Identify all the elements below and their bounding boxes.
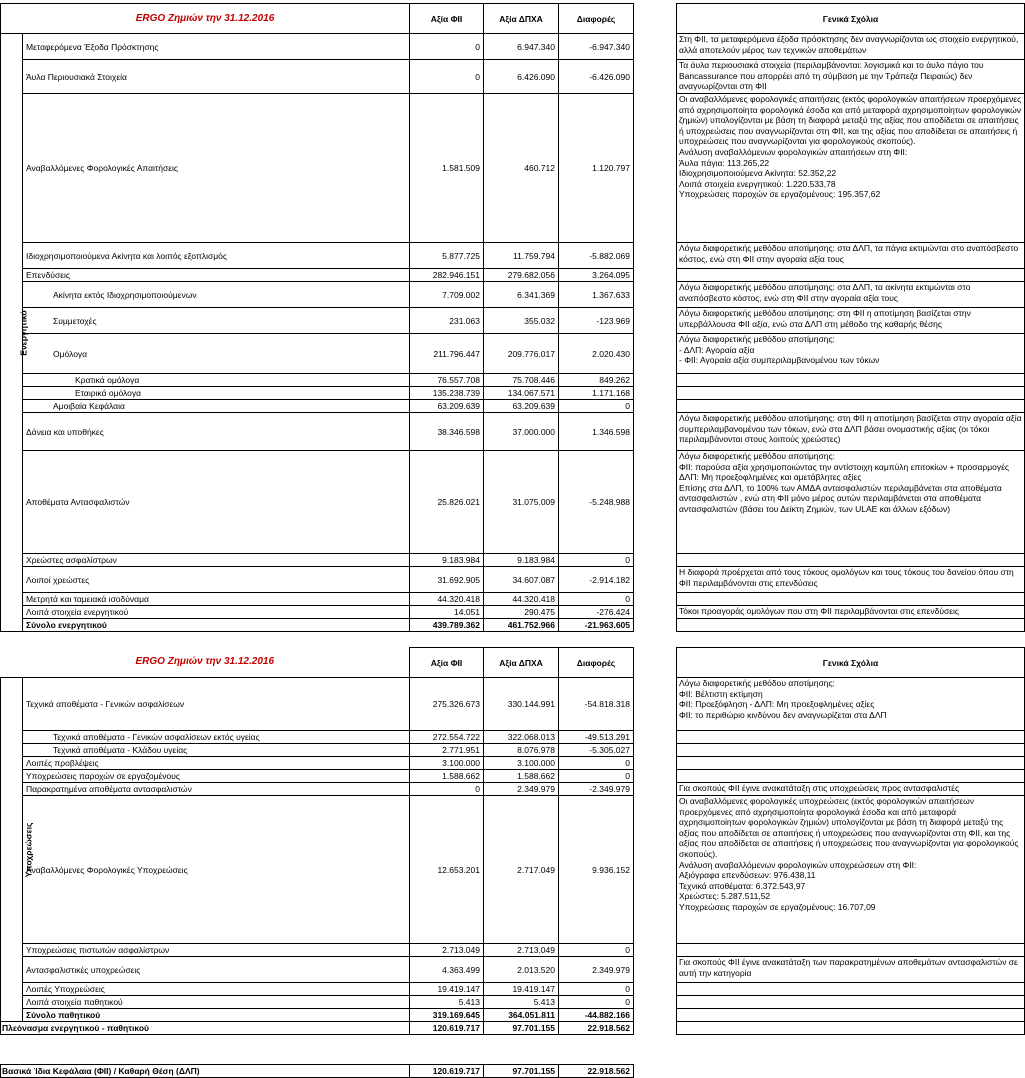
value-diff: -6.426.090	[559, 60, 634, 94]
value-fii: 5.877.725	[410, 243, 484, 269]
comment-line: Άυλα πάγια: 113.265,22	[679, 157, 770, 168]
comment-cell	[677, 619, 1025, 632]
value-fii: 135.238.739	[410, 387, 484, 400]
comment-line: ΦΙΙ: παρούσα αξία χρησιμοποιώντας την αντίστοιχη καμπύλη επιτοκίων + προσαρμογές	[679, 461, 1009, 472]
comment-cell	[677, 606, 1025, 619]
value-dpxa: 330.144.991	[484, 678, 559, 731]
row-label: Αναβαλλόμενες Φορολογικές Υποχρεώσεις	[23, 796, 410, 944]
value-diff: 0	[559, 593, 634, 606]
row-label: Μεταφερόμενα Έξοδα Πρόσκτησης	[23, 34, 410, 60]
total-assets-fii: 439.789.362	[410, 619, 484, 632]
row-label: Υποχρεώσεις παροχών σε εργαζομένους	[23, 770, 410, 783]
liabilities-table	[0, 647, 634, 1035]
value-dpxa: 279.682.056	[484, 269, 559, 282]
comment-line: Τεχνικά αποθέματα: 6.372.543,97	[679, 880, 806, 891]
value-diff: 1.171.168	[559, 387, 634, 400]
comment-cell	[677, 783, 1025, 796]
value-fii: 76.557.708	[410, 374, 484, 387]
comment-line: Για σκοπούς ΦΙΙ έγινε ανακατάταξη στις υποχρεώσεις προς αντασφαλιστές	[679, 783, 960, 793]
value-diff: 1.367.633	[559, 282, 634, 308]
comment-line: Χρεώστες: 5.287.511,52	[679, 891, 771, 902]
comment-cell	[677, 282, 1025, 308]
comment-line: Ανάλυση αναβαλλόμενων φορολογικών απαιτήσεων στη ΦΙΙ:	[679, 146, 908, 157]
comment-line: Τα άυλα περιουσιακά στοιχεία (περιλαμβάνονται: λογισμικά και το άυλο πάγιο του Bancassurance που απορρέει από τη σύμβαση με την Τράπεζα Πειραιώς) δεν αναγνωρίζονται στη ΦΙΙ	[679, 60, 984, 92]
total-assets-label: Σύνολο ενεργητικού	[23, 619, 410, 632]
value-dpxa: 6.947.340	[484, 34, 559, 60]
row-label: Τεχνικά αποθέματα - Γενικών ασφαλίσεων	[23, 678, 410, 731]
value-dpxa: 8.076.978	[484, 744, 559, 757]
row-label: Λοιποί χρεώστες	[23, 567, 410, 593]
total-assets-diff: -21.963.605	[559, 619, 634, 632]
row-label: Αναβαλλόμενες Φορολογικές Απαιτήσεις	[23, 94, 410, 243]
value-diff: 0	[559, 757, 634, 770]
value-fii: 272.554.722	[410, 731, 484, 744]
comment-cell	[677, 996, 1025, 1009]
comment-line: Λόγω διαφορετικής μεθόδου αποτίμησης:	[679, 334, 835, 344]
basic-own-funds-label: Βασικά Ίδια Κεφάλαια (ΦΙΙ) / Καθαρή Θέση (ΔΛΠ)	[1, 1065, 410, 1078]
row-label: Ιδιοχρησιμοποιούμενα Ακίνητα και λοιπός εξοπλισμός	[23, 243, 410, 269]
value-diff: 1.346.598	[559, 413, 634, 451]
comment-cell	[677, 451, 1025, 554]
comment-cell	[677, 796, 1025, 944]
comment-cell	[677, 400, 1025, 413]
comment-cell	[677, 60, 1025, 94]
surplus-dpxa: 97.701.155	[484, 1022, 559, 1035]
comment-line: Η διαφορά προέρχεται από τους τόκους ομολόγων και τους τόκους του δανείου όπου στη ΦΙΙ περιλαμβάνονται στις επενδύσεις	[679, 567, 1014, 588]
value-diff: -2.914.182	[559, 567, 634, 593]
value-fii: 4.363.499	[410, 957, 484, 983]
row-label: Λοιπά στοιχεία ενεργητικού	[23, 606, 410, 619]
comment-cell	[677, 308, 1025, 334]
row-label: Παρακρατημένα αποθέματα αντασφαλιστών	[23, 783, 410, 796]
value-dpxa: 9.183.984	[484, 554, 559, 567]
row-label: Λοιπές Υποχρεώσεις	[23, 983, 410, 996]
comment-cell	[677, 554, 1025, 567]
comment-cell	[677, 944, 1025, 957]
value-diff: 0	[559, 770, 634, 783]
value-fii: 0	[410, 60, 484, 94]
value-dpxa: 1.588.662	[484, 770, 559, 783]
comment-cell	[677, 1009, 1025, 1022]
value-dpxa: 209.776.017	[484, 334, 559, 374]
comment-cell	[677, 374, 1025, 387]
assets-comments-table	[676, 3, 1025, 632]
comment-cell	[677, 593, 1025, 606]
total-liabilities-fii: 319.169.645	[410, 1009, 484, 1022]
comment-line: Λόγω διαφορετικής μεθόδου αποτίμησης:	[679, 451, 835, 461]
comment-cell	[677, 1022, 1025, 1035]
value-fii: 7.709.002	[410, 282, 484, 308]
row-label: Δάνεια και υποθήκες	[23, 413, 410, 451]
value-fii: 38.346.598	[410, 413, 484, 451]
comment-cell	[677, 413, 1025, 451]
row-label: Τεχνικά αποθέματα - Γενικών ασφαλίσεων εκτός υγείας	[23, 731, 410, 744]
comment-cell	[677, 243, 1025, 269]
comment-line: Ιδιοχρησιμοποιούμενα Ακίνητα: 52.352,22	[679, 168, 837, 179]
value-fii: 231.063	[410, 308, 484, 334]
value-fii: 1.588.662	[410, 770, 484, 783]
comment-line: ΦΙΙ: το περιθώριο κινδύνου δεν αναγνωρίζεται στα ΔΛΠ	[679, 709, 887, 720]
value-diff: 3.264.095	[559, 269, 634, 282]
total-assets-dpxa: 461.752.966	[484, 619, 559, 632]
comment-line: - ΔΛΠ: Αγοραία αξία	[679, 344, 755, 355]
surplus-label: Πλεόνασμα ενεργητικού - παθητικού	[1, 1022, 410, 1035]
comment-line: ΦΙΙ: Βέλτιστη εκτίμηση	[679, 688, 763, 699]
surplus-fii: 120.619.717	[410, 1022, 484, 1035]
assets-table	[0, 3, 634, 632]
row-label: Μετρητά και ταμειακά ισοδύναμα	[23, 593, 410, 606]
value-dpxa: 31.075.009	[484, 451, 559, 554]
col-header-diff: Διαφορές	[559, 4, 634, 34]
comments-header: Γενικά Σχόλια	[677, 648, 1025, 678]
comment-cell	[677, 334, 1025, 374]
value-diff: -5.305.027	[559, 744, 634, 757]
value-diff: -5.248.988	[559, 451, 634, 554]
value-dpxa: 75.708.446	[484, 374, 559, 387]
row-label: Λοιπά στοιχεία παθητικού	[23, 996, 410, 1009]
row-label: Λοιπές προβλέψεις	[23, 757, 410, 770]
row-label: Αντασφαλιστικές υποχρεώσεις	[23, 957, 410, 983]
row-label: Εταιρικά ομόλογα	[23, 387, 410, 400]
value-diff: 0	[559, 944, 634, 957]
value-dpxa: 44.320.418	[484, 593, 559, 606]
value-fii: 12.653.201	[410, 796, 484, 944]
value-dpxa: 5.413	[484, 996, 559, 1009]
value-diff: -49.513.291	[559, 731, 634, 744]
value-dpxa: 3.100.000	[484, 757, 559, 770]
basic-own-funds-table	[0, 1064, 634, 1078]
comment-line: - ΦΙΙ: Αγοραία αξία συμπεριλαμβανομένου των τόκων	[679, 355, 880, 366]
comment-cell	[677, 957, 1025, 983]
comment-line: Λοιπά στοιχεία ενεργητικού: 1.220.533,78	[679, 178, 836, 189]
value-fii: 2.771.951	[410, 744, 484, 757]
comment-cell	[677, 94, 1025, 243]
comment-line: Λόγω διαφορετικής μεθόδου αποτίμησης: στα ΔΛΠ, τα ακίνητα εκτιμώνται στο αναπόσβεστο κόστος, ενώ στη ΦΙΙ στην αγοραία αξία τους	[679, 282, 971, 303]
comment-line: Λόγω διαφορετικής μεθόδου αποτίμησης:	[679, 678, 835, 688]
value-dpxa: 2.013.520	[484, 957, 559, 983]
comment-cell	[677, 983, 1025, 996]
value-dpxa: 322.068.013	[484, 731, 559, 744]
value-fii: 1.581.509	[410, 94, 484, 243]
value-fii: 211.796.447	[410, 334, 484, 374]
value-fii: 0	[410, 34, 484, 60]
value-dpxa: 460.712	[484, 94, 559, 243]
value-diff: -2.349.979	[559, 783, 634, 796]
comment-line: Υποχρεώσεις παροχών σε εργαζομένους: 195.357,62	[679, 189, 881, 200]
value-dpxa: 355.032	[484, 308, 559, 334]
comment-cell	[677, 678, 1025, 731]
liabilities-title: ERGO Ζημιών την 31.12.2016	[1, 648, 410, 678]
comment-cell	[677, 770, 1025, 783]
row-label: Επενδύσεις	[23, 269, 410, 282]
comment-line: Στη ΦΙΙ, τα μεταφερόμενα έξοδα πρόσκτησης δεν αναγνωρίζονται ως στοιχείο ενεργητικού, αλλά αποτελούν μέρος των τεχνικών αποθεμάτων	[679, 34, 1019, 55]
value-dpxa: 37.000.000	[484, 413, 559, 451]
value-diff: -276.424	[559, 606, 634, 619]
value-fii: 31.692.905	[410, 567, 484, 593]
comment-line: ΔΛΠ: Μη προεξοφλημένες και αμετάβλητες αξίες	[679, 472, 862, 483]
liabilities-comments-table	[676, 647, 1025, 1035]
value-fii: 3.100.000	[410, 757, 484, 770]
value-fii: 282.946.151	[410, 269, 484, 282]
value-diff: 0	[559, 400, 634, 413]
value-fii: 0	[410, 783, 484, 796]
comment-cell	[677, 269, 1025, 282]
row-label: Κρατικά ομόλογα	[23, 374, 410, 387]
value-diff: 0	[559, 554, 634, 567]
comment-line: Τόκοι προαγοράς ομολόγων που στη ΦΙΙ περιλαμβάνονται στις επενδύσεις	[679, 606, 959, 616]
row-label: Αμοιβαία Κεφάλαια	[23, 400, 410, 413]
row-label: Ομόλογα	[23, 334, 410, 374]
comment-line: Επίσης στα ΔΛΠ, το 100% των ΑΜΔΑ αντασφαλιστών περιλαμβάνεται στα αποθέματα αντασφαλιστών , ενώ στη ΦΙΙ μόνο μέρος αυτών περιλαμβάνεται στα αποθέματα αντασφαλιστών (βάσει του Δείκτη Ζημιών, των ULAE και άλλων εξόδων)	[679, 482, 1002, 514]
value-fii: 44.320.418	[410, 593, 484, 606]
value-dpxa: 6.341.369	[484, 282, 559, 308]
basic-own-funds-dpxa: 97.701.155	[484, 1065, 559, 1078]
comment-line: Υποχρεώσεις παροχών σε εργαζομένους: 16.707,09	[679, 901, 876, 912]
value-fii: 2.713.049	[410, 944, 484, 957]
comment-line: Λόγω διαφορετικής μεθόδου αποτίμησης: στα ΔΛΠ, τα πάγια εκτιμώνται στο αναπόσβεστο κόστος, ενώ στη ΦΙΙ στην αγοραία αξία τους	[679, 243, 1019, 264]
comment-line: Αξιόγραφα επενδύσεων: 976.438,11	[679, 870, 816, 881]
value-dpxa: 34.607.087	[484, 567, 559, 593]
comment-line: ΦΙΙ: Προεξόφληση - ΔΛΠ: Μη προεξοφλημένες αξίες	[679, 699, 875, 710]
value-fii: 14.051	[410, 606, 484, 619]
row-label: Συμμετοχές	[23, 308, 410, 334]
value-fii: 25.826.021	[410, 451, 484, 554]
comment-cell	[677, 387, 1025, 400]
comment-cell	[677, 567, 1025, 593]
col-header-fii: Αξία ΦΙΙ	[410, 4, 484, 34]
comment-cell	[677, 731, 1025, 744]
value-dpxa: 11.759.794	[484, 243, 559, 269]
comment-cell	[677, 744, 1025, 757]
col-header-dpxa: Αξία ΔΠΧΑ	[484, 4, 559, 34]
col-header-dpxa: Αξία ΔΠΧΑ	[484, 648, 559, 678]
comment-line: Λόγω διαφορετικής μεθόδου αποτίμησης: στη ΦΙΙ η αποτίμηση βασίζεται στην υπερβάλλουσα ΦΙΙ αξία, ενώ στα ΔΛΠ στη μέθοδο της καθαρής θέσης	[679, 308, 971, 329]
comment-line: Λόγω διαφορετικής μεθόδου αποτίμησης: στη ΦΙΙ η αποτίμηση βασίζεται στην αγοραία αξία συμπεριλαμβανομένου των τόκων, ενώ στα ΔΛΠ βάσει ονομαστικής αξίας (οι τόκοι περιλαμβάνονται στους λοιπούς χρεώστες)	[679, 413, 1022, 445]
row-label: Αποθέματα Αντασφαλιστών	[23, 451, 410, 554]
value-diff: -6.947.340	[559, 34, 634, 60]
basic-own-funds-fii: 120.619.717	[410, 1065, 484, 1078]
comment-cell	[677, 757, 1025, 770]
value-dpxa: 134.067.571	[484, 387, 559, 400]
comment-cell	[677, 34, 1025, 60]
value-diff: -5.882.069	[559, 243, 634, 269]
value-dpxa: 2.717.049	[484, 796, 559, 944]
assets-title: ERGO Ζημιών την 31.12.2016	[1, 4, 410, 34]
col-header-diff: Διαφορές	[559, 648, 634, 678]
comment-line: Για σκοπούς ΦΙΙ έγινε ανακατάταξη των παρακρατημένων αποθεμάτων αντασφαλιστών σε αυτή την κατηγορία	[679, 957, 1018, 978]
comment-line: Οι αναβαλλόμενες φορολογικές υποχρεώσεις (εκτός φορολογικών απαιτήσεων προερχόμενες από αχρησιμοποίητα φορολογικά έσοδα και από μεταφορά αχρησιμοποίητων φορολογικών ζημιών) υπολογίζονται με βάση τη διαφορά μεταξύ της αξίας που αποδίδεται σε απαιτήσεις ή υποχρεώσεις που αναγνωρίζονται στη ΦΙΙ, και της αξίας που αποδίδεται σε απαιτήσεις ή υποχρεώσεις που αναγνωρίζονται για φορολογικούς σκοπούς).	[679, 796, 1019, 859]
basic-own-funds-diff: 22.918.562	[559, 1065, 634, 1078]
value-fii: 5.413	[410, 996, 484, 1009]
value-diff: 849.262	[559, 374, 634, 387]
value-fii: 63.209.639	[410, 400, 484, 413]
liabilities-side-label: Υποχρεώσεις	[1, 678, 23, 1022]
value-dpxa: 6.426.090	[484, 60, 559, 94]
value-dpxa: 2.713.049	[484, 944, 559, 957]
value-dpxa: 2.349.979	[484, 783, 559, 796]
value-dpxa: 19.419.147	[484, 983, 559, 996]
value-fii: 19.419.147	[410, 983, 484, 996]
value-fii: 9.183.984	[410, 554, 484, 567]
value-diff: 2.349.979	[559, 957, 634, 983]
value-diff: 1.120.797	[559, 94, 634, 243]
total-liabilities-label: Σύνολο παθητικού	[23, 1009, 410, 1022]
comment-line: Ανάλυση αναβαλλόμενων φορολογικών υποχρεώσεων στη ΦΙΙ:	[679, 859, 917, 870]
total-liabilities-diff: -44.882.166	[559, 1009, 634, 1022]
value-diff: 9.936.152	[559, 796, 634, 944]
comments-header: Γενικά Σχόλια	[677, 4, 1025, 34]
value-diff: 2.020.430	[559, 334, 634, 374]
value-dpxa: 290.475	[484, 606, 559, 619]
assets-side-label: Ενεργητικό	[1, 34, 23, 632]
row-label: Τεχνικά αποθέματα - Κλάδου υγείας	[23, 744, 410, 757]
surplus-diff: 22.918.562	[559, 1022, 634, 1035]
row-label: Χρεώστες ασφαλίστρων	[23, 554, 410, 567]
total-liabilities-dpxa: 364.051.811	[484, 1009, 559, 1022]
row-label: Ακίνητα εκτός Ιδιοχρησιμοποιούμενων	[23, 282, 410, 308]
comment-line: Οι αναβαλλόμενες φορολογικές απαιτήσεις (εκτός φορολογικών απαιτήσεων προερχόμενες από αχρησιμοποίητα φορολογικά έσοδα και από μεταφορά αχρησιμοποίητων φορολογικών ζημιών) υπολογίζονται με βάση τη διαφορά μεταξύ της αξίας που αποδίδεται σε απαιτήσεις ή υποχρεώσεις που αναγνωρίζονται στη ΦΙΙ, και της αξίας που αποδίδεται σε απαιτήσεις ή υποχρεώσεις που αναγνωρίζονται για φορολογικούς σκοπούς).	[679, 94, 1022, 147]
value-diff: -123.969	[559, 308, 634, 334]
value-dpxa: 63.209.639	[484, 400, 559, 413]
value-diff: 0	[559, 983, 634, 996]
col-header-fii: Αξία ΦΙΙ	[410, 648, 484, 678]
value-diff: -54.818.318	[559, 678, 634, 731]
value-diff: 0	[559, 996, 634, 1009]
row-label: Άυλα Περιουσιακά Στοιχεία	[23, 60, 410, 94]
row-label: Υποχρεώσεις πιστωτών ασφαλίστρων	[23, 944, 410, 957]
value-fii: 275.326.673	[410, 678, 484, 731]
